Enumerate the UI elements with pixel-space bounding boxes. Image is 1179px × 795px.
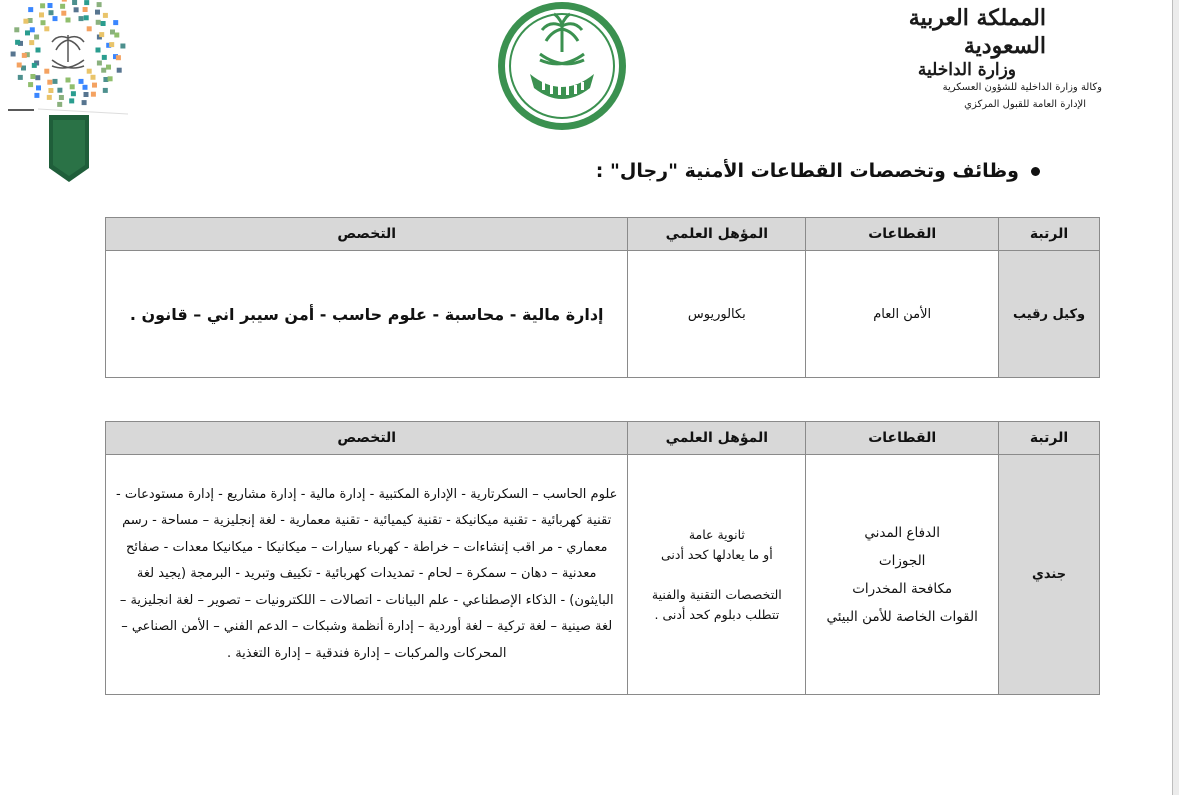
vision-2030-logo [8,0,128,185]
logo-dot [17,63,22,68]
qualification-line: تتطلب دبلوم كحد أدنى . [654,606,780,622]
qualification-line: ثانوية عامة [688,526,745,542]
col-sectors: القطاعات [806,422,999,455]
logo-dot [69,98,74,103]
logo-dot [59,95,64,100]
logo-dot [11,52,16,57]
logo-dot [34,35,39,40]
logo-dot [108,76,113,81]
logo-dot [15,40,20,45]
col-specialization: التخصص [106,422,628,455]
logo-dot [30,27,35,32]
logo-dot [25,30,30,35]
logo-dot [66,18,71,23]
logo-dot [106,65,111,70]
logo-dot [28,82,33,87]
specialization-cell: إدارة مالية - محاسبة - علوم حاسب - أمن سيبر اني – قانون . [106,251,628,378]
logo-dot [23,19,28,24]
logo-dot [97,61,102,66]
logo-dot [28,7,33,12]
logo-dot [116,55,121,60]
logo-dot [97,2,102,7]
logo-dot [60,4,65,9]
ministry-emblem [492,0,632,134]
logo-dot [87,69,92,74]
logo-dot [84,0,89,5]
logo-dot [29,40,34,45]
kingdom-name: المملكة العربية السعودية [908,5,1046,59]
col-rank: الرتبة [999,422,1100,455]
logo-dot [53,79,58,84]
logo-dot [21,66,26,71]
bullet-icon [1031,167,1040,176]
logo-dot [32,63,37,68]
rank-cell: جندي [999,455,1100,695]
logo-dot [48,3,53,8]
sector-item: القوات الخاصة للأمن البيئي [826,608,978,625]
logo-dot [34,93,39,98]
logo-dot [36,48,41,53]
table-header-row [106,218,1100,251]
logo-dot [14,27,19,32]
logo-dot [53,16,58,21]
soldier-jobs-table [105,421,1100,695]
logo-dot [91,75,96,80]
specialization-cell: علوم الحاسب – السكرتارية - الإدارة المكتبية - إدارة مالية - إدارة مشاريع - إدارة مستودعات - تقنية كهربائية - تقنية ميكانيكة - تقنية كيميائية - تقنية معمارية - لغة إنجليزية – مساحة - رسم معماري - مر اقب إنشاءات – خراطة - كهرباء سيارات – ميكانيكا - ميكانيكا معدات - صفائح معدنية – دهان – سمكرة – لحام - تمديدات كهربائية - تكييف وتبريد - البرمجة (يجيد لغة البايثون) - الذكاء الإصطناعي - علم البيانات - اتصالات – اللكترونيات – تصوير – لغة انجليزية – لغة صينية – لغة تركية – لغة أوردية – إدارة أنظمة وشبكات – الدعم الفني – الأمن الصناعي – المحركات والمركبات – إدارة فندقية – إدارة التغذية . [106,455,628,695]
sectors-cell [806,455,999,695]
logo-dot [109,42,114,47]
logo-dot [30,74,35,79]
logo-dot [117,68,122,73]
logo-dot [83,7,88,12]
section-title [596,160,1040,182]
logo-dot [47,80,52,85]
logo-dot [84,15,89,20]
logo-dot [79,16,84,21]
logo-dot [22,53,27,58]
spacer [629,565,804,585]
sector-item: الدفاع المدني [864,524,940,541]
qualification-cell: بكالوريوس [628,251,806,378]
qualification-cell [628,455,806,695]
logo-dot [41,20,46,25]
logo-dot [84,92,89,97]
logo-dot [110,30,115,35]
logo-dot [47,95,52,100]
logo-dot [48,88,53,93]
logo-dot [120,44,125,49]
logo-dot [61,11,66,16]
logo-dot [57,88,62,93]
logo-dot [91,92,96,97]
logo-dot [113,20,118,25]
logo-dot [72,0,77,5]
logo-dot [87,26,92,31]
logo-dot [114,33,119,38]
logo-dot [96,48,101,53]
col-rank: الرتبة [999,218,1100,251]
logo-dot [99,32,104,37]
col-qualification: المؤهل العلمي [628,218,806,251]
logo-dot [95,10,100,15]
section-title-text: وظائف وتخصصات القطاعات الأمنية "رجال" : [595,160,1019,182]
logo-dot [44,26,49,31]
sector-item: الجوزات [878,552,926,569]
table-header-row [106,422,1100,455]
logo-dot [74,7,79,12]
col-qualification: المؤهل العلمي [628,422,806,455]
admission-department: الإدارة العامة للقبول المركزي [964,99,1086,110]
table-row [106,251,1100,378]
logo-dot [79,79,84,84]
logo-dot [101,21,106,26]
logo-dot [101,68,106,73]
col-specialization: التخصص [106,218,628,251]
logo-dot [49,10,54,15]
table-row [106,455,1100,695]
logo-dot [44,69,49,74]
logo-dot [18,75,23,80]
ministry-header [846,4,1106,114]
logo-dot [103,88,108,93]
logo-dot [40,3,45,8]
logo-dot [35,75,40,80]
sergeant-jobs-table [105,217,1100,378]
agency-name: وكالة وزارة الداخلية للشؤون العسكرية [942,82,1102,93]
sector-item: مكافحة المخدرات [852,580,953,597]
qualification-line: التخصصات التقنية والفنية [651,586,782,602]
sectors-cell: الأمن العام [806,251,999,378]
qualification-line: أو ما يعادلها كحد أدنى [661,546,773,562]
logo-dot [57,102,62,107]
logo-dot [82,100,87,105]
logo-dot [39,12,44,17]
logo-dot [62,0,67,2]
logo-dot [66,78,71,83]
logo-dot [83,85,88,90]
logo-dot [102,55,107,60]
ministry-name: وزارة الداخلية [917,60,1016,80]
logo-dot [36,85,41,90]
col-sectors: القطاعات [806,218,999,251]
logo-dot [71,91,76,96]
logo-dot [92,83,97,88]
rank-cell: وكيل رقيب [999,251,1100,378]
logo-dot [70,84,75,89]
logo-dot [103,13,108,18]
logo-dot [96,20,101,25]
